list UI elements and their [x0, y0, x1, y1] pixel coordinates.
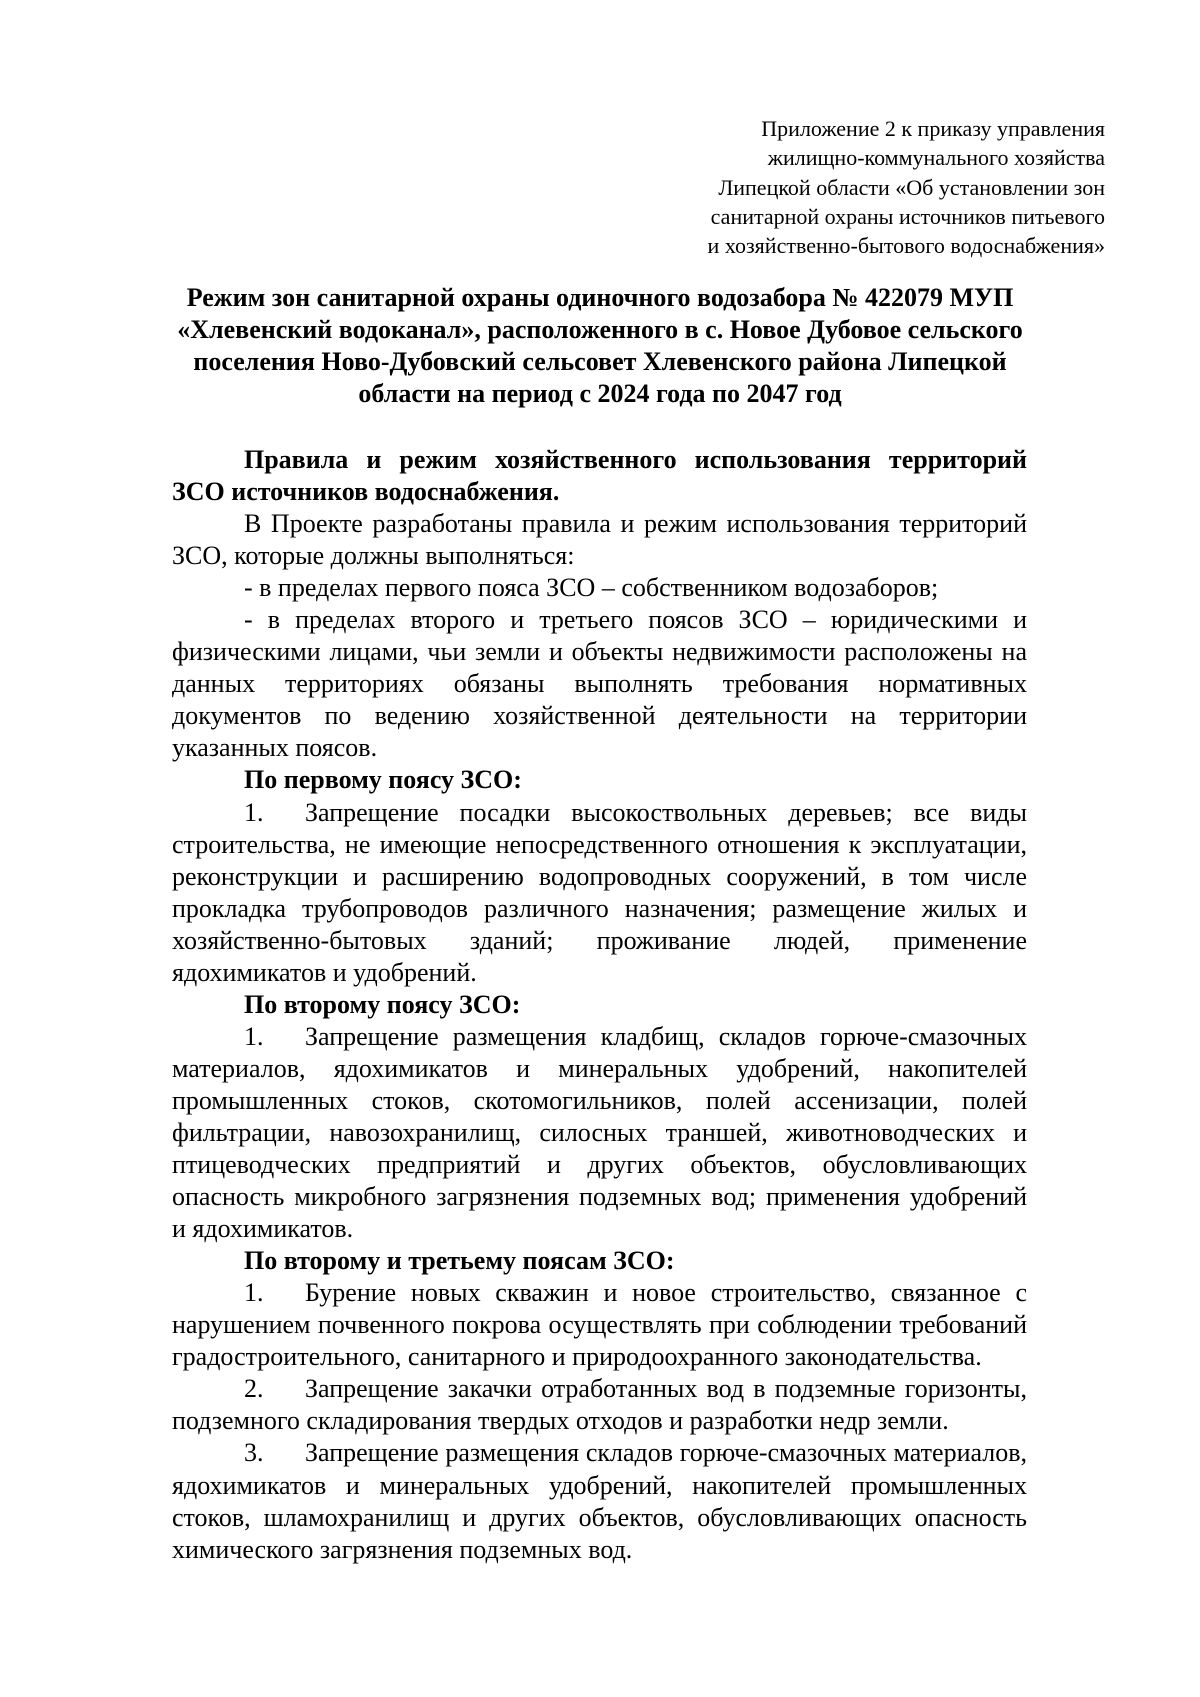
belt1-heading: По первому поясу ЗСО: [244, 765, 522, 795]
item-text: Запрещение размещения складов горюче-смазочных материалов, ядохимикатов и минеральных удобрений, накопителей промышленных стоков, шламохранилищ и других объектов, обусловливающих опасность химического загрязнения подземных вод. [172, 1438, 1027, 1564]
item-text: Запрещение закачки отработанных вод в подземные горизонты, подземного складирования твердых отходов и разработки недр земли. [172, 1374, 1027, 1436]
document-body [172, 444, 1027, 1566]
bullet-first-belt: - в пределах первого пояса ЗСО – собственником водозаборов; [244, 573, 939, 603]
document-title [130, 282, 1070, 410]
item-number: 3. [244, 1438, 264, 1468]
bullet-second-third-belt: - в пределах второго и третьего поясов ЗСО – юридическими и физическими лицами, чьи земли и объекты недвижимости расположены на данных территориях обязаны выполнять требования нормативных документов по ведению хозяйственной деятельности на территории указанных поясов. [172, 605, 1027, 763]
belt2-item-1 [172, 1021, 1027, 1245]
belt2-heading: По второму поясу ЗСО: [244, 989, 521, 1019]
belt23-item-2 [172, 1373, 1027, 1437]
item-text: Бурение новых скважин и новое строительство, связанное с нарушением почвенного покрова осуществлять при соблюдении требований градостроительного, санитарного и природоохранного законодательства. [172, 1278, 1027, 1372]
item-number: 1. [244, 1278, 264, 1308]
appendix-line: и хозяйственно-бытового водоснабжения» [707, 233, 1105, 259]
appendix-line: санитарной охраны источников питьевого [710, 203, 1105, 229]
belt23-item-3 [172, 1437, 1027, 1565]
title-line: поселения Ново-Дубовский сельсовет Хлевенского района Липецкой [193, 347, 1007, 376]
title-line: области на период с 2024 года по 2047 год [358, 379, 842, 408]
item-number: 1. [244, 797, 264, 827]
appendix-line: Липецкой области «Об установлении зон [718, 174, 1105, 200]
appendix-line: Приложение 2 к приказу управления [761, 116, 1105, 141]
title-line: «Хлевенский водоканал», расположенного в с. Новое Дубовое сельского [177, 315, 1023, 344]
item-number: 1. [244, 1021, 264, 1051]
belt23-heading: По второму и третьему поясам ЗСО: [244, 1246, 675, 1276]
item-text: Запрещение посадки высокоствольных деревьев; все виды строительства, не имеющие непосредственного отношения к эксплуатации, реконструкции и расширению водопроводных сооружений, в том числе прокладка трубопроводов различного назначения; размещение жилых и хозяйственно-бытовых зданий; проживание людей, применение ядохимикатов и удобрений. [172, 797, 1027, 987]
section-heading: Правила и режим хозяйственного использования территорий ЗСО источников водоснабжения. [172, 445, 1027, 507]
appendix-note [585, 114, 1105, 260]
title-line: Режим зон санитарной охраны одиночного водозабора № 422079 МУП [186, 283, 1014, 312]
intro-paragraph: В Проекте разработаны правила и режим использования территорий ЗСО, которые должны выполняться: [172, 509, 1027, 571]
appendix-line: жилищно-коммунального хозяйства [767, 145, 1105, 171]
belt1-item-1 [172, 797, 1027, 989]
belt23-item-1 [172, 1277, 1027, 1373]
item-text: Запрещение размещения кладбищ, складов горюче-смазочных материалов, ядохимикатов и минеральных удобрений, накопителей промышленных стоков, скотомогильников, полей ассенизации, полей фильтрации, навозохранилищ, силосных траншей, животноводческих и птицеводческих предприятий и других объектов, обусловливающих опасность микробного загрязнения подземных вод; применения удобрений и ядохимикатов. [172, 1021, 1027, 1244]
item-number: 2. [244, 1374, 264, 1404]
